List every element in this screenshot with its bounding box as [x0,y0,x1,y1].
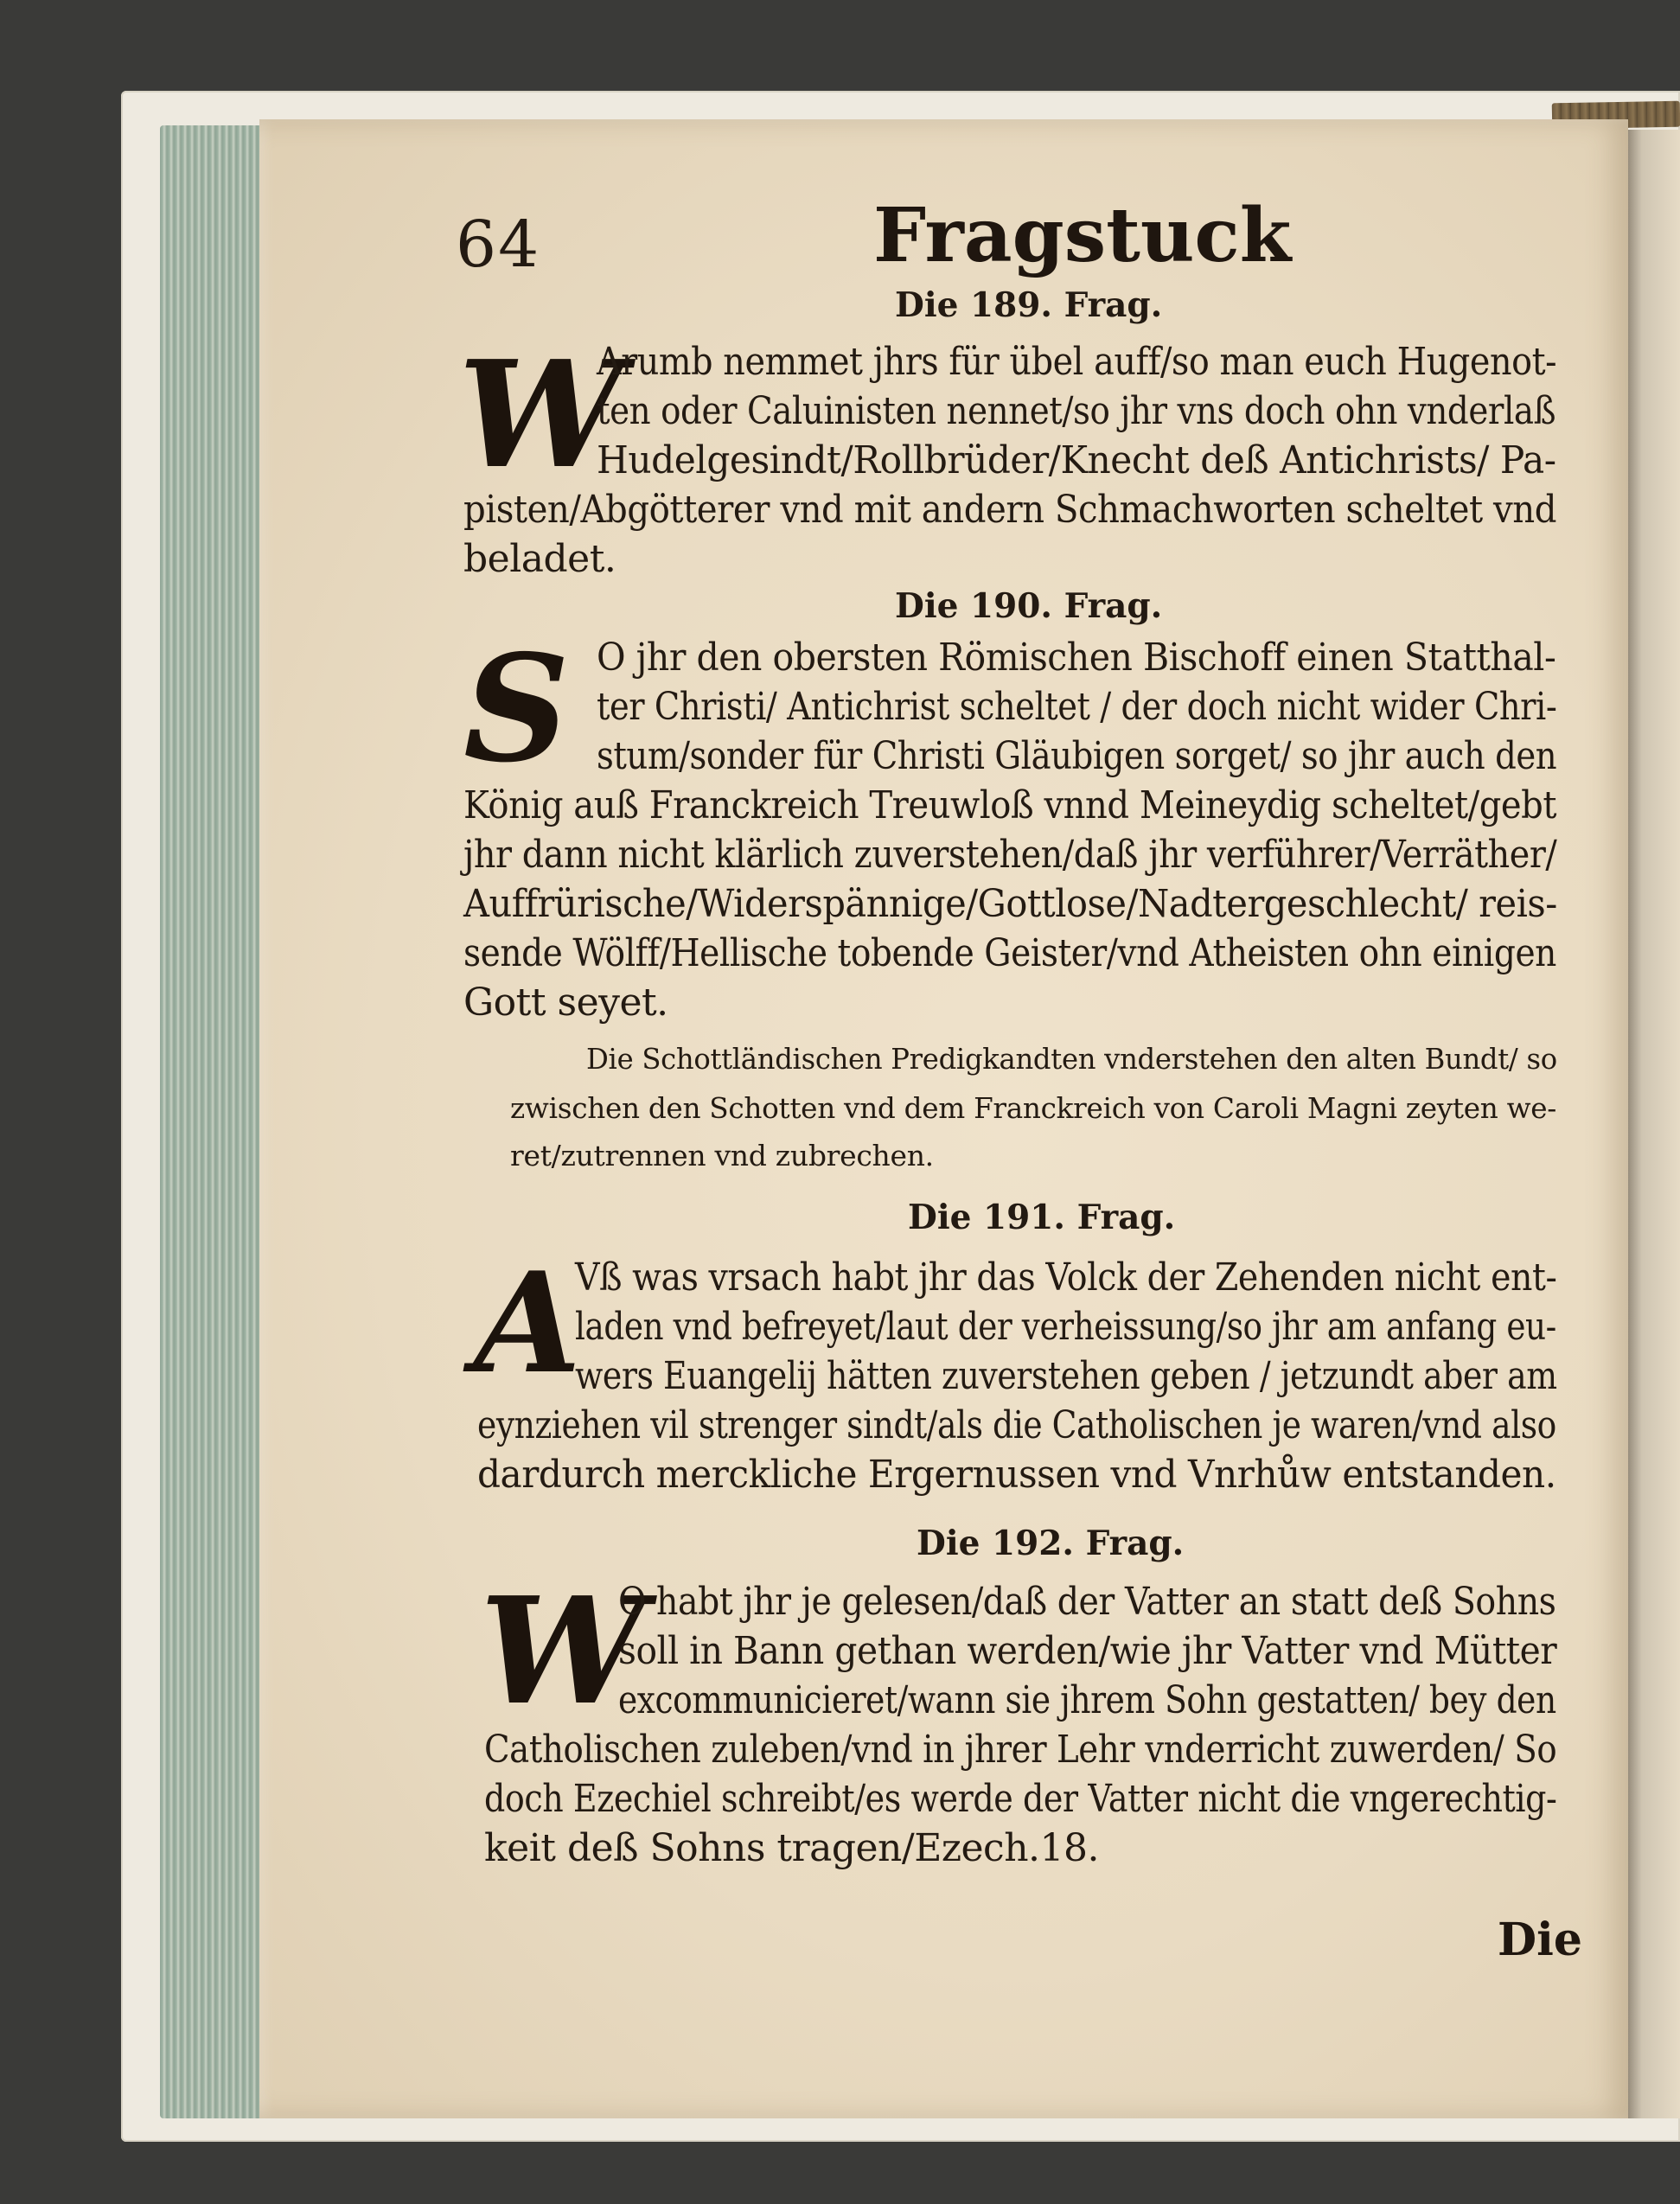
decorated-initial-s: S [463,623,570,795]
text-line: Auffrürische/Widerspännige/Gottlose/Nadtergeschlecht/ reis- [463,882,1557,926]
decorated-initial-w: W [480,1565,645,1738]
text-line: dardurch merckliche Ergernussen vnd Vnrhůw entstanden. [477,1453,1556,1497]
marginal-note-line: Die Schottländischen Predigkandten vnderstehen den alten Bundt/ so [586,1042,1557,1076]
text-line: keit deß Sohns tragen/Ezech.18. [484,1826,1099,1870]
marginal-note-line: zwischen den Schotten vnd dem Franckreich von Caroli Magni zeyten we- [510,1091,1557,1125]
text-line: excommunicieret/wann sie jhrem Sohn gestatten/ bey den [618,1678,1556,1722]
text-line: O habt jhr je gelesen/daß der Vatter an statt deß Sohns [618,1580,1556,1624]
text-line: stum/sonder für Christi Gläubigen sorget/ so jhr auch den [597,734,1557,778]
text-line: König auß Franckreich Treuwloß vnnd Meineydig scheltet/gebt [463,783,1557,827]
text-line: jhr dann nicht klärlich zuverstehen/daß jhr verführer/Verräther/ [463,833,1557,877]
running-head: Fragstuck [873,192,1292,279]
text-line: ter Christi/ Antichrist scheltet / der doch nicht wider Chri- [597,685,1557,729]
text-line: laden vnd befreyet/laut der verheissung/so jhr am anfang eu- [575,1305,1556,1349]
text-line: O jhr den obersten Römischen Bischoff einen Statthal- [597,636,1556,680]
text-line: Hudelgesindt/Rollbrüder/Knecht deß Antichrists/ Pa- [597,438,1556,482]
text-line: beladet. [463,537,616,581]
page-number: 64 [456,208,541,282]
decorated-initial-a: A [474,1242,582,1404]
catchword: Die [1498,1913,1582,1966]
facing-page-edge [1626,130,1680,2118]
text-line: pisten/Abgötterer vnd mit andern Schmachworten scheltet vnd [463,488,1557,532]
page-edges [160,125,264,2118]
text-line: doch Ezechiel schreibt/es werde der Vatter nicht die vngerechtig- [484,1777,1557,1821]
text-line: Catholischen zuleben/vnd in jhrer Lehr vnderricht zuwerden/ So [484,1728,1557,1772]
text-line: ten oder Caluinisten nennet/so jhr vns doch ohn vnderlaß [597,389,1556,433]
question-heading-190: Die 190. Frag. [895,586,1163,626]
text-line: sende Wölff/Hellische tobende Geister/vnd Atheisten ohn einigen [463,931,1556,975]
question-heading-192: Die 192. Frag. [917,1524,1185,1563]
text-line: Vß was vrsach habt jhr das Volck der Zehenden nicht ent- [575,1255,1557,1300]
text-line: Gott seyet. [463,981,668,1025]
question-heading-189: Die 189. Frag. [895,285,1163,325]
question-heading-191: Die 191. Frag. [908,1198,1176,1237]
text-line: Arumb nemmet jhrs für übel auff/so man euch Hugenot- [597,340,1557,384]
marginal-note-line: ret/zutrennen vnd zubrechen. [510,1139,934,1172]
text-line: wers Euangelij hätten zuverstehen geben / jetzundt aber am [575,1354,1557,1398]
text-line: soll in Bann gethan werden/wie jhr Vatter vnd Mütter [618,1629,1557,1673]
text-line: eynziehen vil strenger sindt/als die Catholischen je waren/vnd also [477,1403,1556,1447]
decorated-initial-w: W [458,329,623,501]
